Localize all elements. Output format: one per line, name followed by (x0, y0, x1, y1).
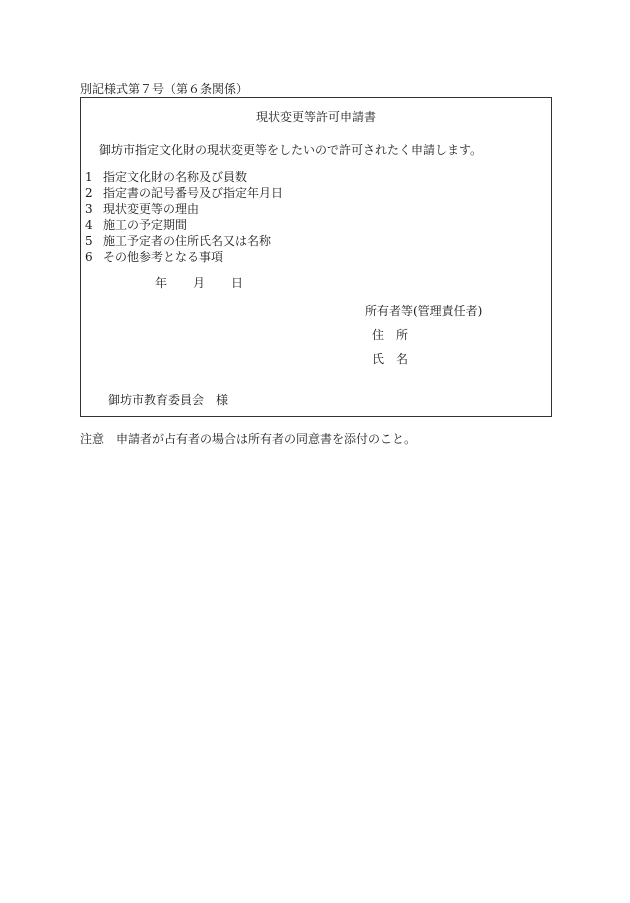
item-number: 6 (85, 250, 93, 264)
list-item (85, 217, 283, 233)
item-list (85, 169, 283, 265)
date-month: 月 (193, 276, 206, 290)
item-number: 4 (85, 218, 93, 232)
intro-text: 御坊市指定文化財の現状変更等をしたいので許可されたく申請します。 (99, 143, 483, 157)
note-text: 注意 申請者が占有者の場合は所有者の同意書を添付のこと。 (80, 432, 417, 446)
item-text: 指定文化財の名称及び員数 (103, 170, 248, 184)
date-day: 日 (231, 276, 244, 290)
list-item (85, 249, 283, 265)
item-text: その他参考となる事項 (103, 250, 224, 264)
list-item (85, 169, 283, 185)
item-number: 1 (85, 170, 93, 184)
item-text: 施工予定者の住所氏名又は名称 (103, 234, 272, 248)
item-text: 施工の予定期間 (103, 218, 188, 232)
form-label: 別記様式第７号（第６条関係） (80, 82, 249, 96)
date-year: 年 (155, 276, 168, 290)
list-item (85, 185, 283, 201)
owner-label: 所有者等(管理責任者) (365, 304, 483, 318)
item-number: 2 (85, 186, 93, 200)
address-label: 住 所 (372, 328, 409, 342)
item-number: 5 (85, 234, 93, 248)
addressee: 御坊市教育委員会 様 (108, 393, 229, 407)
item-text: 現状変更等の理由 (103, 202, 200, 216)
document-title: 現状変更等許可申請書 (255, 110, 376, 124)
item-number: 3 (85, 202, 93, 216)
item-text: 指定書の記号番号及び指定年月日 (103, 186, 284, 200)
name-label: 氏 名 (372, 352, 409, 366)
list-item (85, 233, 283, 249)
application-form-frame (80, 97, 552, 417)
list-item (85, 201, 283, 217)
date-line (155, 274, 243, 291)
